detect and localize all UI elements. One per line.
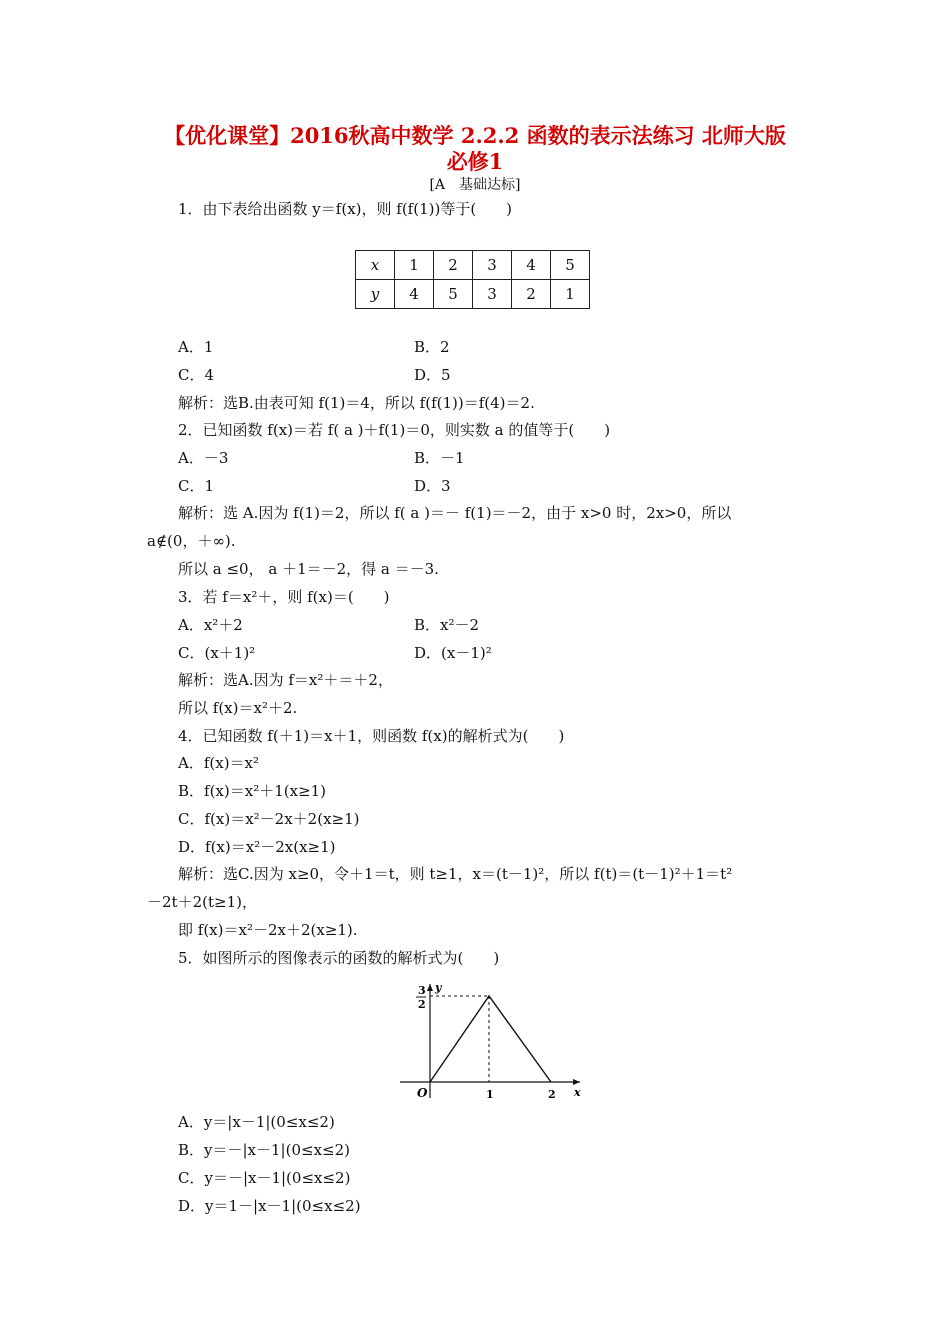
table-cell: 5 xyxy=(434,280,473,309)
y-axis-label: y xyxy=(435,981,442,994)
q1-option-c: C．4 xyxy=(178,366,215,384)
q3-option-d: D．(x－1)² xyxy=(414,644,492,662)
q4-solution-line-3: 即 f(x)＝x²－2x＋2(x≥1). xyxy=(178,921,358,939)
q3-stem: 3．若 f＝x²＋，则 f(x)＝( ) xyxy=(178,588,390,606)
x-tick-1: 1 xyxy=(486,1088,494,1101)
origin-label: O xyxy=(417,1086,428,1100)
table-cell: 4 xyxy=(395,280,434,309)
table-header-y: y xyxy=(356,280,395,309)
table-cell: 4 xyxy=(512,251,551,280)
q3-solution-line-1: 解析：选A.因为 f＝x²＋＝＋2， xyxy=(178,671,393,689)
document-title-line-2: 必修1 xyxy=(446,149,504,174)
q2-option-a: A．－3 xyxy=(178,449,229,467)
q2-option-b: B．－1 xyxy=(414,449,465,467)
q3-solution-line-2: 所以 f(x)＝x²＋2. xyxy=(178,699,298,717)
table-cell: 3 xyxy=(473,251,512,280)
q1-option-a: A．1 xyxy=(178,338,214,356)
q2-option-d: D．3 xyxy=(414,477,451,495)
q4-option-d: D．f(x)＝x²－2x(x≥1) xyxy=(178,838,336,856)
q4-option-a: A．f(x)＝x² xyxy=(178,754,260,772)
q4-option-b: B．f(x)＝x²＋1(x≥1) xyxy=(178,782,327,800)
q4-option-c: C．f(x)＝x²－2x＋2(x≥1) xyxy=(178,810,360,828)
q1-stem: 1．由下表给出函数 y＝f(x)，则 f(f(1))等于( ) xyxy=(178,200,513,218)
x-axis-label: x xyxy=(574,1086,581,1099)
q3-option-c: C．(x＋1)² xyxy=(178,644,256,662)
table-row-y xyxy=(356,280,590,309)
q5-option-c: C．y＝－|x－1|(0≤x≤2) xyxy=(178,1169,351,1187)
table-cell: 1 xyxy=(551,280,590,309)
q4-stem: 4．已知函数 f(＋1)＝x＋1，则函数 f(x)的解析式为( ) xyxy=(178,727,565,745)
q5-option-d: D．y＝1－|x－1|(0≤x≤2) xyxy=(178,1197,361,1215)
q1-option-d: D．5 xyxy=(414,366,451,384)
q2-solution-line-2: a∉(0，＋∞). xyxy=(147,532,236,550)
table-cell: 2 xyxy=(512,280,551,309)
q2-stem: 2．已知函数 f(x)＝若 f( a )＋f(1)＝0，则实数 a 的值等于( ) xyxy=(178,421,611,439)
table-cell: 3 xyxy=(473,280,512,309)
table-cell: 1 xyxy=(395,251,434,280)
q2-solution-line-3: 所以 a ≤0， a ＋1＝－2，得 a ＝－3. xyxy=(178,560,439,578)
q3-option-a: A．x²＋2 xyxy=(178,616,243,634)
y-tick-denominator: 2 xyxy=(418,998,426,1011)
q5-option-b: B．y＝－|x－1|(0≤x≤2) xyxy=(178,1141,350,1159)
q1-function-table xyxy=(355,250,590,309)
y-tick-numerator: 3 xyxy=(418,984,426,997)
document-title-line-1: 【优化课堂】2016秋高中数学 2.2.2 函数的表示法练习 北师大版 xyxy=(164,123,786,148)
q4-solution-line-2: －2t＋2(t≥1)， xyxy=(147,893,257,911)
function-curve xyxy=(430,996,551,1082)
table-cell: 5 xyxy=(551,251,590,280)
q5-option-a: A．y＝|x－1|(0≤x≤2) xyxy=(178,1113,335,1131)
q2-solution-line-1: 解析：选 A.因为 f(1)＝2，所以 f( a )＝－ f(1)＝－2，由于 x>0 时，2x>0，所以 xyxy=(178,504,732,522)
q1-option-b: B．2 xyxy=(414,338,450,356)
section-label: [A 基础达标] xyxy=(429,177,521,193)
q5-stem: 5．如图所示的图像表示的函数的解析式为( ) xyxy=(178,949,500,967)
q5-function-graph xyxy=(396,980,586,1105)
q3-option-b: B．x²－2 xyxy=(414,616,480,634)
table-row-x xyxy=(356,251,590,280)
table-header-x: x xyxy=(356,251,395,280)
x-tick-2: 2 xyxy=(548,1088,556,1101)
q4-solution-line-1: 解析：选C.因为 x≥0，令＋1＝t，则 t≥1，x＝(t－1)²，所以 f(t)＝(t－1)²＋1＝t² xyxy=(178,865,733,883)
q2-option-c: C．1 xyxy=(178,477,215,495)
q1-solution: 解析：选B.由表可知 f(1)＝4，所以 f(f(1))＝f(4)＝2. xyxy=(178,394,535,412)
table-cell: 2 xyxy=(434,251,473,280)
